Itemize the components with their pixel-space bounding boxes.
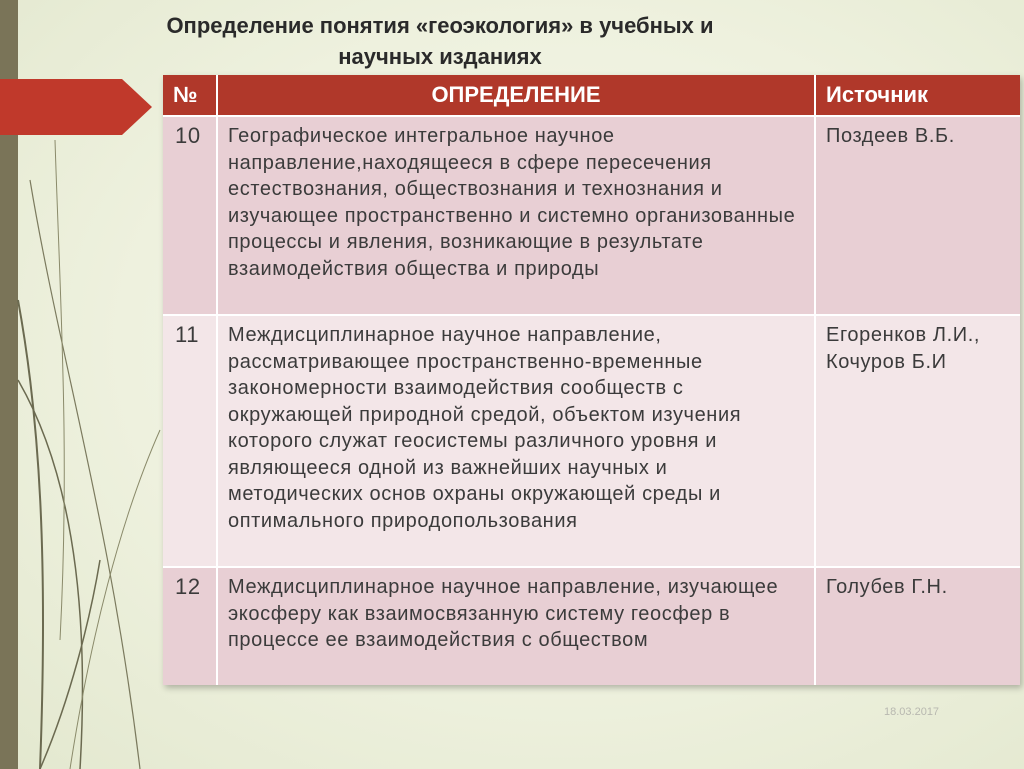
header-number: № (163, 75, 217, 116)
table-row (163, 315, 1020, 567)
row-source: Егоренков Л.И., Кочуров Б.И (815, 315, 1020, 567)
slide-date: 18.03.2017 (884, 706, 940, 718)
row-definition: Географическое интегральное научное направление,находящееся в сфере пересечения естествознания, обществознания и технознания и изучающее пространственно и системно организованные процессы и явления, возникающие в результате взаимодействия общества и природы (217, 116, 815, 315)
accent-arrow (0, 79, 152, 135)
header-source: Источник (815, 75, 1020, 116)
table-row (163, 116, 1020, 315)
row-number: 12 (163, 567, 217, 685)
row-definition: Междисциплинарное научное направление, рассматривающее пространственно-временные закономерности взаимодействия сообществ с окружающей природной средой, объектом изучения которого служат геосистемы различного уровня и являющееся одной из важнейших научных и методических основ охраны окружающей среды и оптимального природопользования (217, 315, 815, 567)
slide-title: Определение понятия «геоэкология» в учебных и научных изданиях (166, 13, 714, 69)
table-header-row (163, 75, 1020, 116)
row-number: 11 (163, 315, 217, 567)
row-source: Поздеев В.Б. (815, 116, 1020, 315)
table-row (163, 567, 1020, 685)
row-number: 10 (163, 116, 217, 315)
definitions-table (163, 75, 1020, 685)
row-definition: Междисциплинарное научное направление, изучающее экосферу как взаимосвязанную систему геосфер в процессе ее взаимодействия с обществом (217, 567, 815, 685)
row-source: Голубев Г.Н. (815, 567, 1020, 685)
header-definition: ОПРЕДЕЛЕНИЕ (217, 75, 815, 116)
